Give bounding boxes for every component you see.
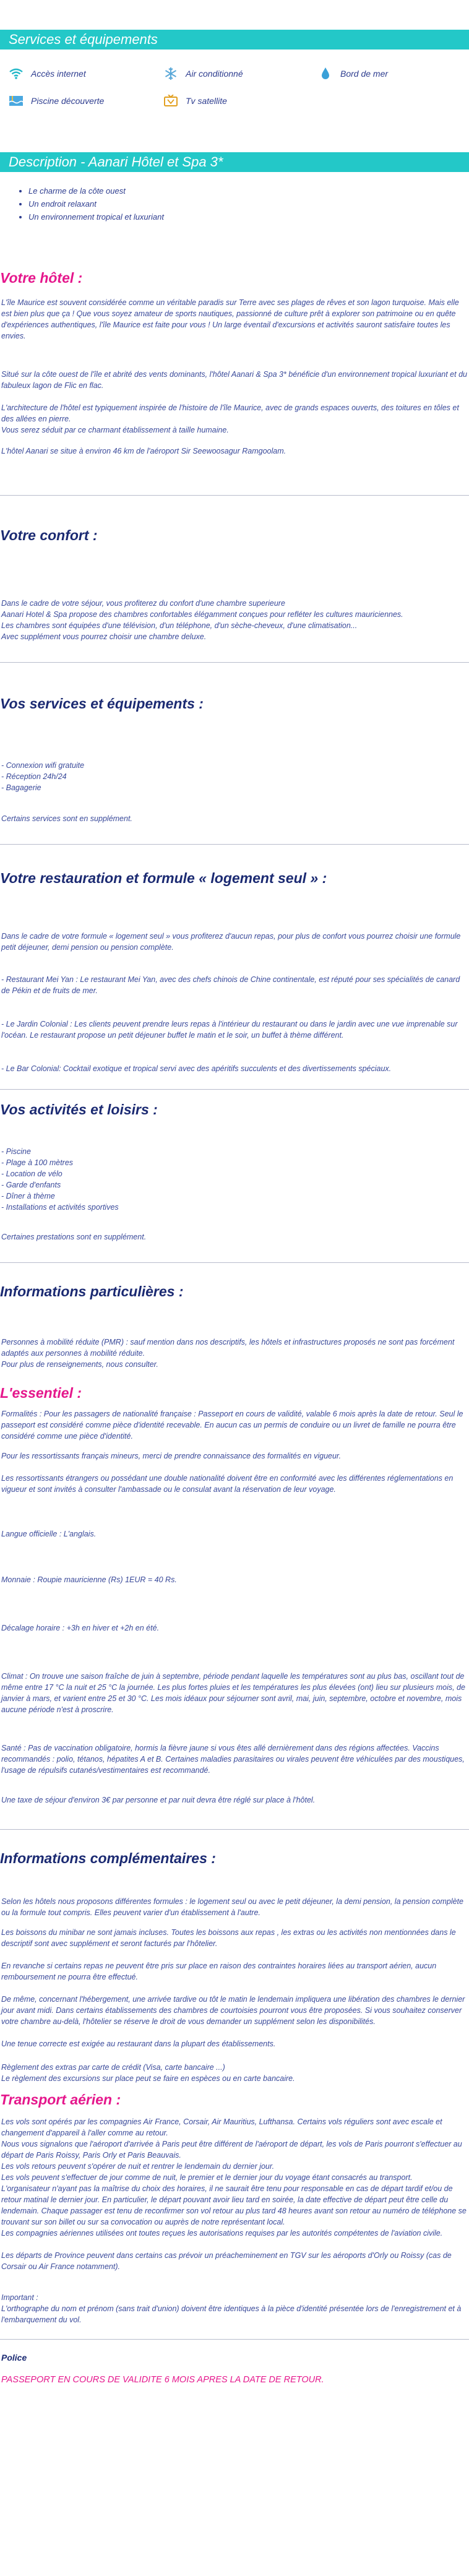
restauration-p1: Dans le cadre de votre formule « logement seul » vous profiterez d'aucun repas, pour plus de confort vous pourrez choisir une formule petit déjeuner, demi pension ou pension complète. [1,932,461,952]
confort-line: Aanari Hotel & Spa propose des chambres confortables élégamment conçues pour refléter les cultures mauriciennes. [1,610,403,619]
divider [0,1262,469,1263]
list-item: • Le charme de la côte ouest [28,184,469,197]
activites-item: - Plage à 100 mètres [1,1158,74,1167]
hotel-p3: L'architecture de l'hôtel est typiquement inspirée de l'histoire de l'île Maurice, avec de grands espaces ouverts, des toitures en tôles et des allées en pierre. [1,403,459,423]
complementaires-p5: Règlement des extras par carte de crédit (Visa, carte bancaire ...) [1,2063,225,2072]
activites-note: Certaines prestations sont en supplément. [1,1233,147,1241]
description-title: Description - Aanari Hôtel et Spa 3* [9,154,223,170]
service-pool [7,94,104,108]
complementaires-p4b: Une tenue correcte est exigée au restaurant dans la plupart des établissements. [1,2040,276,2048]
description-list [0,172,469,223]
essentiel-p5: Monnaie : Roupie mauricienne (Rs) 1EUR = 40 Rs. [1,1575,177,1584]
pool-icon [7,94,25,108]
service-air [162,67,243,80]
restauration-p3: - Le Jardin Colonial : Les clients peuvent prendre leurs repas à l'intérieur du restaurant ou dans le jardin avec une vue imprenable sur l'océan. Le restaurant propose un petit déjeuner buffet le matin et le soir, un buffet à thème différent. [1,1020,458,1040]
particulieres-heading: Informations particulières : [0,1283,184,1299]
service-label: Accès internet [31,69,86,79]
description-header [0,152,469,172]
divider [0,662,469,663]
services-grid [0,59,469,125]
service-label: Air conditionné [186,69,243,79]
list-item: • Un endroit relaxant [28,197,469,210]
essentiel-p4: Langue officielle : L'anglais. [1,1530,97,1538]
water-drop-icon [317,67,334,80]
service-label: Bord de mer [340,69,389,79]
aerien-line: Les vols retours peuvent s'opérer de nuit et rentrer le lendemain du dernier jour. [1,2162,275,2171]
complementaires-heading: Informations complémentaires : [0,1850,216,1866]
hotel-p3b: Vous serez séduit par ce charmant établissement à taille humaine. [1,426,229,434]
services-eq-item: - Connexion wifi gratuite [1,761,85,770]
activites-item: - Location de vélo [1,1170,62,1178]
essentiel-p2: Pour les ressortissants français mineurs, merci de prendre connaissance des formalités en vigueur. [1,1452,342,1460]
complementaires-p5b: Le règlement des excursions sur place peut se faire en espèces ou en carte bancaire. [1,2074,295,2083]
services-header [0,30,469,50]
essentiel-p1: Formalités : Pour les passagers de nationalité française : Passeport en cours de validité, valable 6 mois après la date de retour. Seul le passeport est considéré comme pièce d'identité recevable. En aucun cas un permis de conduire ou un livret de famille ne pourra être considéré comme une pièce d'identité. [1,1410,463,1441]
aerien-important-label: Important : [1,2293,38,2302]
activites-item: - Piscine [1,1147,31,1156]
aerien-heading: Transport aérien : [0,2091,121,2108]
essentiel-p7: Climat : On trouve une saison fraîche de juin à septembre, période pendant laquelle les températures sont au plus bas, oscillant tout de même entre 17 °C la nuit et 25 °C la journée. Les plus fortes pluies et les températures les plus élevées (ont) lieu sur plusieurs mois, de janvier à mars, et varient entre 25 et 30 °C. Les mois idéaux pour séjourner sont avril, mai, juin, septembre, octobre et novembre, mois aucune période n'est à proscrire. [1,1672,465,1714]
services-eq-note: Certains services sont en supplément. [1,814,132,823]
services-eq-item: - Bagagerie [1,783,41,792]
services-eq-item: - Réception 24h/24 [1,772,67,781]
aerien-line: Les compagnies aériennes utilisées ont toutes reçues les autorisations requises par les autorités compétentes de l'aviation civile. [1,2229,443,2238]
aerien-line: Les départs de Province peuvent dans certains cas prévoir un préacheminement en TGV sur les aéroports d'Orly ou Roissy (cas de Corsair ou Air France notamment). [1,2251,452,2271]
hotel-p4: L'hôtel Aanari se situe à environ 46 km de l'aéroport Sir Seewoosagur Ramgoolam. [1,447,286,455]
aerien-line: Nous vous signalons que l'aéroport d'arrivée à Paris peut être différent de l'aéroport de départ, les vols de Paris pourront s'effectuer au départ de Paris Roissy, Paris Orly et Paris Beauvais. [1,2140,462,2160]
service-tv [162,94,227,108]
confort-heading: Votre confort : [0,527,98,543]
wifi-icon [7,67,25,80]
snowflake-icon [162,67,179,80]
services-title: Services et équipements [9,32,158,47]
restauration-heading: Votre restauration et formule « logement seul » : [0,870,327,886]
activites-item: - Installations et activités sportives [1,1203,119,1212]
services-eq-heading: Vos services et équipements : [0,696,204,712]
particulieres-p1b: Pour plus de renseignements, nous consulter. [1,1360,158,1369]
divider [0,844,469,845]
service-internet [7,67,86,80]
essentiel-heading: L'essentiel : [0,1385,82,1401]
aerien-line: Les vols peuvent s'effectuer de jour comme de nuit, le premier et le dernier jour du voyage étant consacrés au transport. [1,2173,413,2182]
activites-item: - Garde d'enfants [1,1181,61,1189]
hotel-p2: Situé sur la côte ouest de l'île et abrité des vents dominants, l'hôtel Aanari & Spa 3* bénéficie d'un environnement tropical luxuriant et du fabuleux lagon de Flic en flac. [1,370,467,390]
complementaires-p1: Selon les hôtels nous proposons différentes formules : le logement seul ou avec le petit déjeuner, la demi pension, la pension complète ou la formule tout compris. Elles peuvent varier d'un établissement à l'autre. [1,1897,463,1917]
restauration-p2: - Restaurant Mei Yan : Le restaurant Mei Yan, avec des chefs chinois de Chine continentale, est réputé pour ses spécialités de canard de Pékin et de fruits de mer. [1,975,460,995]
aerien-line: L'organisateur n'ayant pas la maîtrise du choix des horaires, il ne saurait être tenu pour responsable en cas de départ tardif et/ou de retour matinal le dernier jour. En particulier, le départ pouvant avoir lieu tard en soirée, la date effective de départ peut être celle du lendemain. Chaque passager est tenu de reconfirmer son vol retour au plus tard 48 heures avant son retour au numéro de téléphone se trouvant sur son billet ou sur sa convocation ou auprès de notre représentant local. [1,2184,467,2226]
divider [0,495,469,496]
essentiel-p8: Santé : Pas de vaccination obligatoire, hormis la fièvre jaune si vous êtes allé dernièrement dans des régions affectées. Vaccins recommandés : polio, tétanos, hépatites A et B. Certaines maladies parasitaires ou virales peuvent être véhiculées par des moustiques, l'usage de répulsifs cutanés/vestimentaires est recommandé. [1,1744,465,1775]
restauration-p4: - Le Bar Colonial: Cocktail exotique et tropical servi avec des apéritifs succulents et des divertissements spéciaux. [1,1064,392,1073]
particulieres-p1: Personnes à mobilité réduite (PMR) : sauf mention dans nos descriptifs, les hôtels et infrastructures proposés ne sont pas forcément adaptés aux personnes à mobilité réduite. [1,1338,455,1358]
service-sea [317,67,388,80]
essentiel-p9: Une taxe de séjour d'environ 3€ par personne et par nuit devra être réglé sur place à l'hôtel. [1,1796,316,1804]
list-item: • Un environnement tropical et luxuriant [28,210,469,223]
confort-line: Dans le cadre de votre séjour, vous profiterez du confort d'une chambre superieure [1,599,285,608]
divider [0,1829,469,1830]
confort-line: Avec supplément vous pourrez choisir une chambre deluxe. [1,632,207,641]
service-label: Piscine découverte [31,96,105,106]
activites-item: - Dîner à thème [1,1192,55,1200]
police-label: Police [1,2353,27,2363]
essentiel-p3: Les ressortissants étrangers ou possédant une double nationalité doivent être en conformité avec les différentes réglementations en vigueur et sont invités à consulter l'ambassade ou le consulat avant la réservation de leur voyage. [1,1474,454,1494]
essentiel-p6: Décalage horaire : +3h en hiver et +2h en été. [1,1624,160,1632]
divider [0,2339,469,2340]
service-label: Tv satellite [186,96,227,106]
divider [0,1089,469,1090]
tv-icon [162,94,179,108]
hotel-heading: Votre hôtel : [0,270,83,286]
hotel-p1: L'île Maurice est souvent considérée comme un véritable paradis sur Terre avec ses plages de rêves et son lagon turquoise. Mais elle est bien plus que ça ! Que vous soyez amateur de sports nautiques, passionné de culture prêt à explorer son patrimoine ou en quête d'expériences authentiques, l'île Maurice est faite pour vous ! Un large éventail d'excursions et activités sauront satisfaire toutes les envies. [1,298,459,340]
confort-line: Les chambres sont équipées d'une télévision, d'un téléphone, d'un sèche-cheveux, d'une climatisation... [1,621,358,630]
aerien-important-text: L'orthographe du nom et prénom (sans trait d'union) doivent être identiques à la pièce d'identité présentée lors de l'enregistrement et à l'embarquement du vol. [1,2304,462,2324]
police-text: PASSEPORT EN COURS DE VALIDITE 6 MOIS APRES LA DATE DE RETOUR. [1,2375,324,2385]
complementaires-p3: En revanche si certains repas ne peuvent être pris sur place en raison des contraintes horaires liées au transport aérien, aucun remboursement ne pourra être effectué. [1,1962,437,1981]
aerien-line: Les vols sont opérés par les compagnies Air France, Corsair, Air Mauritius, Lufthansa. Certains vols réguliers sont avec escale et changement d'appareil à l'aller comme au retour. [1,2117,442,2137]
complementaires-p4: De même, concernant l'hébergement, une arrivée tardive ou tôt le matin le lendemain impliquera une libération des chambres le dernier jour avant midi. Dans certains établissements des chambres de courtoisies pourront vous être proposées. Si vous souhaitez conserver votre chambre au-delà, l'hôtelier se réserve le droit de vous demander un supplément selon les disponibilités. [1,1995,465,2026]
activites-heading: Vos activités et loisirs : [0,1101,158,1118]
complementaires-p2: Les boissons du minibar ne sont jamais incluses. Toutes les boissons aux repas , les extras ou les activités non mentionnées dans le descriptif sont avec supplément et seront facturés par l'hôtelier. [1,1928,456,1948]
